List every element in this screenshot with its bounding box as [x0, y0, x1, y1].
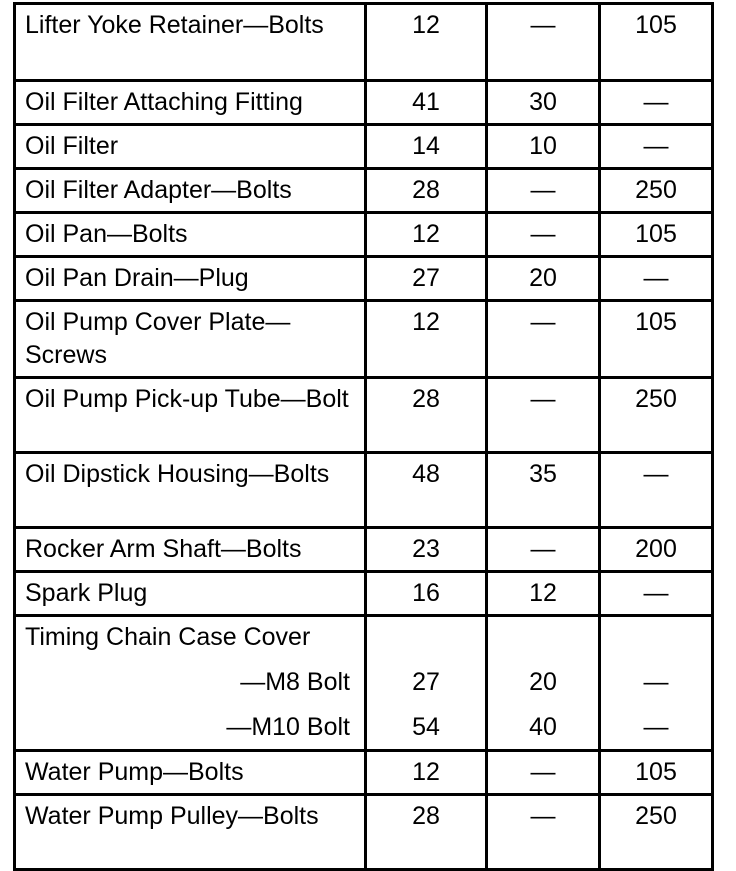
torque-nm: 23 — [366, 528, 487, 572]
table-row-timing-chain — [15, 616, 713, 751]
table-row — [15, 213, 713, 257]
torque-nm: 28 — [366, 378, 487, 453]
m10-bolt-label: —M10 Bolt — [226, 713, 350, 741]
torque-lb-ft: 30 — [487, 81, 600, 125]
torque-nm: 28 — [366, 795, 487, 870]
fastener-description: Water Pump Pulley—Bolts — [15, 795, 366, 870]
torque-nm: 12 — [366, 301, 487, 378]
fastener-description: Lifter Yoke Retainer—Bolts — [15, 4, 366, 81]
torque-nm: 16 — [366, 572, 487, 616]
torque-lb-ft: — — [487, 378, 600, 453]
torque-nm: 12 — [366, 751, 487, 795]
m8-torque-lb-ft: 20 — [529, 668, 557, 696]
torque-spec-table — [13, 2, 714, 871]
torque-lb-in: 200 — [600, 528, 713, 572]
fastener-description — [15, 616, 366, 751]
torque-lb-ft: — — [487, 4, 600, 81]
torque-lb-in: 105 — [600, 4, 713, 81]
torque-nm — [366, 616, 487, 751]
table-row — [15, 528, 713, 572]
m8-bolt-label: —M8 Bolt — [240, 668, 350, 696]
m10-torque-lb-ft: 40 — [529, 713, 557, 741]
torque-nm: 14 — [366, 125, 487, 169]
fastener-description: Oil Pump Pick-up Tube—Bolt — [15, 378, 366, 453]
table-row — [15, 125, 713, 169]
torque-lb-in: — — [600, 572, 713, 616]
torque-nm: 48 — [366, 453, 487, 528]
fastener-description: Oil Pan Drain—Plug — [15, 257, 366, 301]
fastener-description: Rocker Arm Shaft—Bolts — [15, 528, 366, 572]
torque-lb-ft: — — [487, 213, 600, 257]
table-row — [15, 4, 713, 81]
torque-lb-in: 250 — [600, 169, 713, 213]
fastener-description: Oil Filter Attaching Fitting — [15, 81, 366, 125]
torque-lb-ft: — — [487, 301, 600, 378]
fastener-description: Water Pump—Bolts — [15, 751, 366, 795]
torque-nm: 12 — [366, 213, 487, 257]
fastener-description: Oil Pan—Bolts — [15, 213, 366, 257]
torque-lb-ft: 35 — [487, 453, 600, 528]
torque-lb-ft: 10 — [487, 125, 600, 169]
m10-torque-nm: 54 — [412, 713, 440, 741]
torque-lb-in: — — [600, 453, 713, 528]
torque-lb-ft: 12 — [487, 572, 600, 616]
m10-torque-lb-in: — — [643, 713, 669, 741]
torque-lb-in: — — [600, 81, 713, 125]
torque-nm: 12 — [366, 4, 487, 81]
torque-lb-in: 250 — [600, 795, 713, 870]
table-row — [15, 378, 713, 453]
torque-lb-ft: — — [487, 751, 600, 795]
fastener-description: Oil Filter Adapter—Bolts — [15, 169, 366, 213]
torque-lb-ft: — — [487, 795, 600, 870]
table-row — [15, 572, 713, 616]
table-row — [15, 301, 713, 378]
timing-cover-label: Timing Chain Case Cover — [25, 623, 311, 651]
torque-nm: 41 — [366, 81, 487, 125]
torque-lb-in: — — [600, 125, 713, 169]
torque-lb-ft: 20 — [487, 257, 600, 301]
torque-lb-ft — [487, 616, 600, 751]
torque-lb-ft: — — [487, 528, 600, 572]
torque-lb-in: 105 — [600, 751, 713, 795]
torque-lb-in: 105 — [600, 301, 713, 378]
table-row — [15, 169, 713, 213]
torque-lb-ft: — — [487, 169, 600, 213]
torque-lb-in: 250 — [600, 378, 713, 453]
table-row — [15, 81, 713, 125]
torque-lb-in: 105 — [600, 213, 713, 257]
fastener-description: Oil Dipstick Housing—Bolts — [15, 453, 366, 528]
table-row — [15, 257, 713, 301]
m8-torque-nm: 27 — [412, 668, 440, 696]
fastener-description: Oil Pump Cover Plate—Screws — [15, 301, 366, 378]
table-row — [15, 751, 713, 795]
torque-nm: 28 — [366, 169, 487, 213]
fastener-description: Spark Plug — [15, 572, 366, 616]
table-row — [15, 795, 713, 870]
torque-lb-in: — — [600, 257, 713, 301]
torque-nm: 27 — [366, 257, 487, 301]
table-row — [15, 453, 713, 528]
m8-torque-lb-in: — — [643, 668, 669, 696]
torque-lb-in — [600, 616, 713, 751]
fastener-description: Oil Filter — [15, 125, 366, 169]
